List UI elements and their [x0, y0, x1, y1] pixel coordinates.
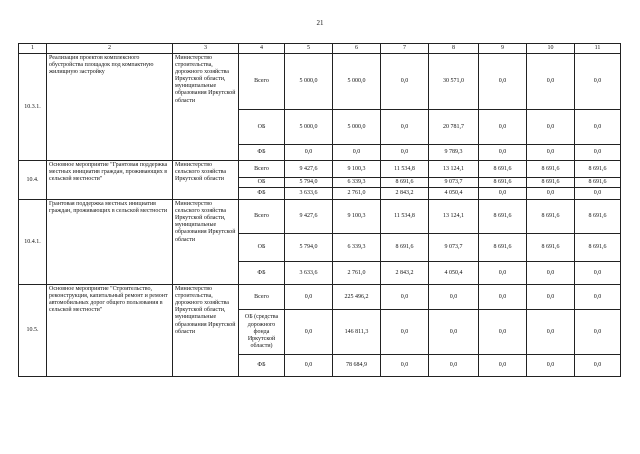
table-row	[19, 200, 621, 234]
value-cell: 0,0	[285, 145, 333, 161]
value-cell: 9 073,7	[429, 234, 479, 262]
value-cell: 13 124,1	[429, 161, 479, 178]
value-cell: 8 691,6	[479, 161, 527, 178]
header-cell: 11	[575, 44, 621, 54]
value-cell: 9 100,3	[333, 200, 381, 234]
value-cell: 0,0	[429, 285, 479, 310]
value-cell: 0,0	[381, 355, 429, 377]
item-code: 10.4.1.	[19, 200, 47, 285]
value-cell: 5 000,0	[285, 110, 333, 145]
item-executor: Министерство сельского хозяйства Иркутской области	[173, 161, 239, 200]
value-cell: 0,0	[527, 285, 575, 310]
value-cell: 3 633,6	[285, 188, 333, 200]
value-cell: 0,0	[527, 188, 575, 200]
header-cell: 4	[239, 44, 285, 54]
value-cell: 0,0	[381, 310, 429, 355]
value-cell: 8 691,6	[575, 200, 621, 234]
value-cell: 8 691,6	[479, 178, 527, 188]
value-cell: 0,0	[429, 310, 479, 355]
header-cell: 3	[173, 44, 239, 54]
funding-source: Всего	[239, 200, 285, 234]
value-cell: 0,0	[479, 355, 527, 377]
item-code: 10.3.1.	[19, 54, 47, 161]
header-cell: 8	[429, 44, 479, 54]
value-cell: 6 339,3	[333, 234, 381, 262]
value-cell: 30 571,0	[429, 54, 479, 110]
funding-source: ОБ (средства дорожного фонда Иркутской области)	[239, 310, 285, 355]
value-cell: 9 789,3	[429, 145, 479, 161]
value-cell: 8 691,6	[527, 234, 575, 262]
header-cell: 9	[479, 44, 527, 54]
value-cell: 0,0	[381, 110, 429, 145]
value-cell: 11 534,8	[381, 200, 429, 234]
value-cell: 5 000,0	[285, 54, 333, 110]
value-cell: 4 050,4	[429, 188, 479, 200]
value-cell: 3 633,6	[285, 262, 333, 285]
header-row	[19, 44, 621, 54]
item-name: Реализация проектов комплексного обустройства площадок под компактную жилищную застройку	[47, 54, 173, 161]
item-executor: Министерство сельского хозяйства Иркутской области, муниципальные образования Иркутской области	[173, 200, 239, 285]
value-cell: 0,0	[575, 355, 621, 377]
value-cell: 8 691,6	[381, 178, 429, 188]
value-cell: 0,0	[527, 355, 575, 377]
header-cell: 5	[285, 44, 333, 54]
value-cell: 0,0	[575, 145, 621, 161]
value-cell: 0,0	[527, 110, 575, 145]
value-cell: 2 843,2	[381, 188, 429, 200]
table-row	[19, 161, 621, 178]
item-name: Основное мероприятие "Грантовая поддержка местных инициатив граждан, проживающих в сельской местности"	[47, 161, 173, 200]
value-cell: 0,0	[575, 285, 621, 310]
value-cell: 9 073,7	[429, 178, 479, 188]
value-cell: 8 691,6	[527, 200, 575, 234]
value-cell: 8 691,6	[381, 234, 429, 262]
value-cell: 4 050,4	[429, 262, 479, 285]
value-cell: 78 684,9	[333, 355, 381, 377]
value-cell: 9 100,3	[333, 161, 381, 178]
program-table	[18, 43, 621, 377]
item-executor: Министерство строительства, дорожного хозяйства Иркутской области, муниципальные образования Иркутской области	[173, 54, 239, 161]
value-cell: 8 691,6	[575, 178, 621, 188]
value-cell: 20 781,7	[429, 110, 479, 145]
funding-source: Всего	[239, 54, 285, 110]
item-name: Грантовая поддержка местных инициатив граждан, проживающих в сельской местности	[47, 200, 173, 285]
value-cell: 0,0	[429, 355, 479, 377]
header-cell: 6	[333, 44, 381, 54]
value-cell: 6 339,3	[333, 178, 381, 188]
value-cell: 0,0	[285, 355, 333, 377]
value-cell: 0,0	[479, 110, 527, 145]
value-cell: 225 496,2	[333, 285, 381, 310]
value-cell: 8 691,6	[479, 234, 527, 262]
funding-source: ФБ	[239, 145, 285, 161]
value-cell: 8 691,6	[575, 161, 621, 178]
funding-source: Всего	[239, 161, 285, 178]
value-cell: 0,0	[479, 188, 527, 200]
value-cell: 146 811,3	[333, 310, 381, 355]
item-executor: Министерство строительства, дорожного хозяйства Иркутской области, муниципальные образования Иркутской области	[173, 285, 239, 377]
header-cell: 2	[47, 44, 173, 54]
value-cell: 5 000,0	[333, 54, 381, 110]
item-code: 10.4.	[19, 161, 47, 200]
funding-source: ОБ	[239, 110, 285, 145]
value-cell: 0,0	[527, 262, 575, 285]
value-cell: 5 794,0	[285, 234, 333, 262]
page-number: 21	[316, 19, 324, 27]
value-cell: 0,0	[575, 310, 621, 355]
header-cell: 1	[19, 44, 47, 54]
value-cell: 0,0	[479, 145, 527, 161]
table-row	[19, 285, 621, 310]
value-cell: 0,0	[527, 310, 575, 355]
value-cell: 9 427,6	[285, 200, 333, 234]
value-cell: 2 843,2	[381, 262, 429, 285]
value-cell: 0,0	[479, 310, 527, 355]
value-cell: 0,0	[575, 188, 621, 200]
item-code: 10.5.	[19, 285, 47, 377]
header-cell: 10	[527, 44, 575, 54]
value-cell: 0,0	[575, 110, 621, 145]
value-cell: 0,0	[479, 262, 527, 285]
value-cell: 5 000,0	[333, 110, 381, 145]
value-cell: 0,0	[479, 54, 527, 110]
funding-source: ОБ	[239, 234, 285, 262]
value-cell: 8 691,6	[527, 178, 575, 188]
funding-source: ФБ	[239, 355, 285, 377]
funding-source: ФБ	[239, 262, 285, 285]
value-cell: 0,0	[285, 310, 333, 355]
value-cell: 8 691,6	[479, 200, 527, 234]
item-name: Основное мероприятие "Строительство, реконструкция, капитальный ремонт и ремонт автомобильных дорог общего пользования в сельской местности"	[47, 285, 173, 377]
value-cell: 0,0	[333, 145, 381, 161]
funding-source: ФБ	[239, 188, 285, 200]
value-cell: 0,0	[527, 54, 575, 110]
funding-source: Всего	[239, 285, 285, 310]
value-cell: 8 691,6	[575, 234, 621, 262]
value-cell: 0,0	[381, 285, 429, 310]
value-cell: 0,0	[479, 285, 527, 310]
value-cell: 0,0	[381, 54, 429, 110]
value-cell: 0,0	[527, 145, 575, 161]
value-cell: 9 427,6	[285, 161, 333, 178]
header-cell: 7	[381, 44, 429, 54]
value-cell: 5 794,0	[285, 178, 333, 188]
value-cell: 2 761,0	[333, 188, 381, 200]
value-cell: 0,0	[285, 285, 333, 310]
value-cell: 0,0	[381, 145, 429, 161]
funding-source: ОБ	[239, 178, 285, 188]
value-cell: 2 761,0	[333, 262, 381, 285]
value-cell: 0,0	[575, 54, 621, 110]
value-cell: 8 691,6	[527, 161, 575, 178]
value-cell: 13 124,1	[429, 200, 479, 234]
table-row	[19, 54, 621, 110]
value-cell: 0,0	[575, 262, 621, 285]
value-cell: 11 534,8	[381, 161, 429, 178]
